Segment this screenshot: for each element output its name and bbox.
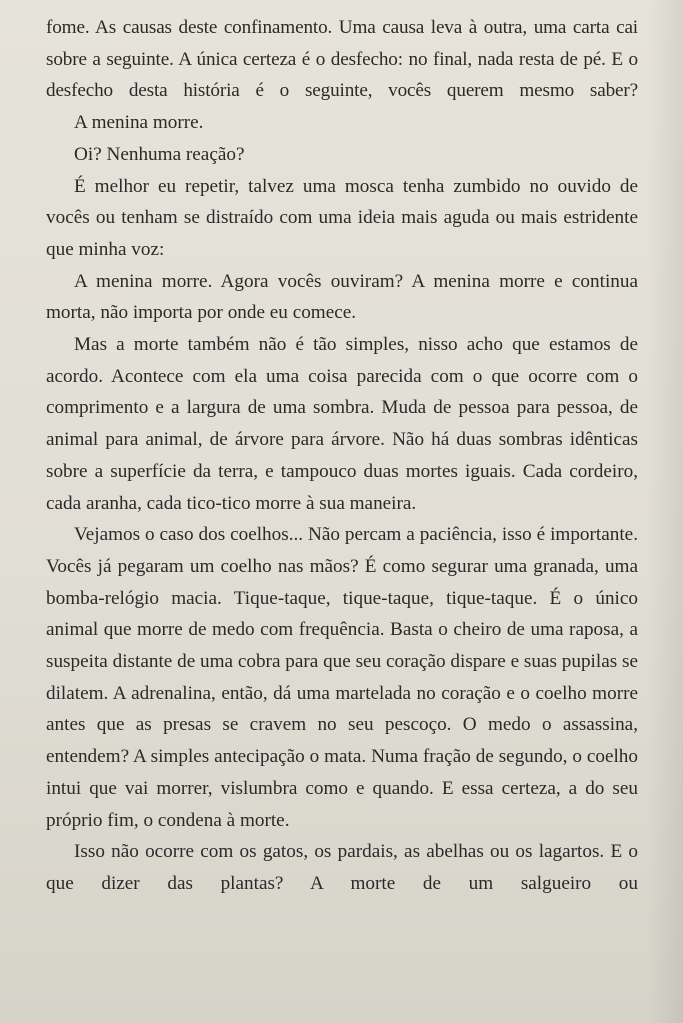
page-edge-shadow xyxy=(647,0,683,1023)
body-text xyxy=(46,12,638,900)
paragraph-rabbits: Vejamos o caso dos coelhos... Não percam a paciência, isso é importante. Vocês já pegaram um coelho nas mãos? É como segurar uma granada, uma bomba-relógio macia. Tique-taque, tique-taque, tique-taque. É o único animal que morre de medo com frequência. Basta o cheiro de uma raposa, a suspeita distante de uma cobra para que seu coração dispare e suas pupilas se dilatem. A adrenalina, então, dá uma martelada no coração e o coelho morre antes que as presas se cravem no seu pescoço. O medo o assassina, entendem? A simples antecipação o mata. Numa fração de segundo, o coelho intui que vai morrer, vislumbra como e quando. E essa certeza, a do seu próprio fim, o condena à morte. xyxy=(46,524,638,831)
paragraph-no-reaction: Oi? Nenhuma reação? xyxy=(74,143,245,165)
paragraph-girl-dies-again: A menina morre. Agora vocês ouviram? A menina morre e continua morta, não importa por onde eu comece. xyxy=(46,270,638,324)
paragraph-death-shadow: Mas a morte também não é tão simples, nisso acho que estamos de acordo. Acontece com ela uma coisa parecida com o que ocorre com o comprimento e a largura de uma sombra. Muda de pessoa para pessoa, de animal para animal, de árvore para árvore. Não há duas sombras idênticas sobre a superfície da terra, e tampouco duas mortes iguais. Cada cordeiro, cada aranha, cada tico-tico morre à sua maneira. xyxy=(46,334,638,514)
paragraph-confinement: fome. As causas deste confinamento. Uma causa leva à outra, uma carta cai sobre a seguinte. A única certeza é o desfecho: no final, nada resta de pé. E o desfecho desta história é o seguinte, vocês querem mesmo saber? xyxy=(46,17,638,102)
paragraph-girl-dies: A menina morre. xyxy=(74,112,204,134)
paragraph-cats-sparrows: Isso não ocorre com os gatos, os pardais, as abelhas ou os lagartos. E o que dizer das plantas? A morte de um salgueiro ou xyxy=(46,841,638,894)
paragraph-repeat: É melhor eu repetir, talvez uma mosca tenha zumbido no ouvido de vocês ou tenham se distraído com uma ideia mais aguda ou mais estridente que minha voz: xyxy=(46,175,638,260)
